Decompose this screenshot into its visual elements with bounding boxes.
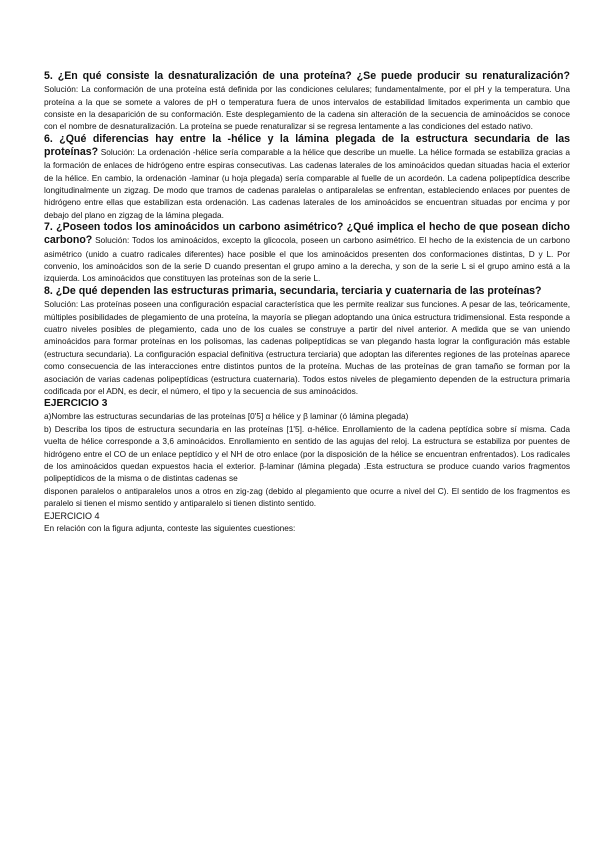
question-6 bbox=[44, 133, 570, 221]
question-5-answer: Solución: La conformación de una proteína está definida por las condiciones celulares; fundamentalmente, por el pH y la temperatura. Una proteína a la que se somete a valores de pH o temperatura fuera de unos intervalos de estabilidad limitados experimenta un cambio que consiste en la desaparición de su conformación. Este desplegamiento de la cadena sin alteración de la secuencia de aminoácidos se conoce con el nombre de desnaturalización. La proteína se puede renaturalizar si se regresa lentamente a las condiciones del estado nativo. bbox=[44, 84, 570, 132]
exercise-3-heading: EJERCICIO 3 bbox=[44, 398, 108, 410]
question-7-answer: Solución: Todos los aminoácidos, excepto la glicocola, poseen un carbono asimétrico. El hecho de la existencia de un carbono asimétrico (unido a cuatro radicales diferentes) hace posible el que los aminoácidos presenten dos conformaciones distintas, D y L. Por convenio, los aminoácidos son de la serie D cuando presentan el grupo amino a la derecha, y son de la serie L si el grupo amino está a la izquierda. Los aminoácidos que constituyen las proteínas son de la serie L. bbox=[44, 235, 570, 284]
question-8-answer: Solución: Las proteínas poseen una configuración espacial característica que les permite realizar sus funciones. A pesar de las, teóricamente, múltiples posibilidades de plegamiento de una proteína, la mayoría se pliegan adoptando una única estructura tridimensional. Esta responde a cuatro niveles posibles de plegamiento, cada uno de los cuales se construye a partir del nivel anterior. A medida que se van uniendo aminoácidos para formar proteínas en los polisomas, las cadenas polipeptídicas se van plegando hasta lograr la configuración más estable (estructura secundaria). La configuración espacial definitiva (estructura terciaria) que adoptan las diferentes regiones de las proteínas aparece como consecuencia de las interacciones entre distintos puntos de la proteína. Muchas de las proteínas de gran tamaño se forman por la asociación de varias cadenas polipeptídicas (estructura cuaternaria). Todos estos niveles de plegamiento dependen de la estructura primaria codificada por el ADN, es decir, el número, el tipo y la secuencia de sus aminoácidos. bbox=[44, 299, 570, 396]
question-6-answer: Solución: La ordenación -hélice sería comparable a la hélice que describe un muelle. La hélice formada se estabiliza gracias a la formación de enlaces de hidrógeno entre espiras consecutivas. Las cadenas laterales de los aminoácidos quedan situadas hacia el exterior de la hélice. En cambio, la ordenación -laminar (u hoja plegada) sería comparable al fuelle de un acordeón. La cadena polipeptídica describe longitudinalmente un zigzag. De modo que tramos de cadenas paralelas o antiparalelas se enfrentan, estableciendo enlaces por puentes de hidrógeno entre ellas que estabilizan esta ordenación. Las cadenas laterales de los aminoácidos se encuentran situadas por encima y por debajo del plano en zigzag de la lámina plegada. bbox=[44, 147, 570, 220]
question-8-title: 8. ¿De qué dependen las estructuras primaria, secundaria, terciaria y cuaternaria de las proteínas? bbox=[44, 284, 542, 297]
question-5-title: 5. ¿En qué consiste la desnaturalización de una proteína? ¿Se puede producir su renaturalización? bbox=[44, 70, 570, 82]
question-7-title: 7. ¿Poseen todos los aminoácidos un carbono asimétrico? ¿Qué implica el hecho de que posean dicho carbono? bbox=[44, 221, 570, 247]
exercise-3-item-b: b) Describa los tipos de estructura secundaria en las proteínas [1'5]. α-hélice. Enrollamiento de la cadena peptídica sobre sí misma. Cada vuelta de hélice corresponde a 3,6 aminoácidos. Enrollamiento en sentido de las agujas del reloj. La estructura se estabiliza por puentes de hidrógeno entre el CO de un enlace peptídico y el NH de otro enlace (por la disposición de la hélice se encuentran enfrentados). Los radicales de los aminoácidos quedan expuestos hacia el exterior. β-laminar (lámina plegada) .Esta estructura se produce cuando varios fragmentos polipeptídicos de la misma o de distintas cadenas se bbox=[44, 423, 570, 484]
exercise-3-item-b-continued: disponen paralelos o antiparalelos unos a otros en zig-zag (debido al plegamiento que ocurre a nivel del C). El sentido de los fragmentos es paralelo si tienen el mismo sentido y antiparalelo si tienen distinto sentido. bbox=[44, 485, 570, 509]
exercise-4-intro: En relación con la figura adjunta, conteste las siguientes cuestiones: bbox=[44, 523, 296, 533]
exercise-4-heading: EJERCICIO 4 bbox=[44, 510, 100, 521]
document-page bbox=[44, 70, 570, 534]
question-7 bbox=[44, 221, 570, 285]
exercise-3-item-a: a)Nombre las estructuras secundarias de las proteínas [0'5] α hélice y β laminar (ó lámina plegada) bbox=[44, 411, 409, 422]
question-6-title: 6. ¿Qué diferencias hay entre la -hélice y la lámina plegada de la estructura secundaria de las proteínas? bbox=[44, 132, 570, 159]
question-5 bbox=[44, 70, 570, 133]
question-8 bbox=[44, 285, 570, 397]
